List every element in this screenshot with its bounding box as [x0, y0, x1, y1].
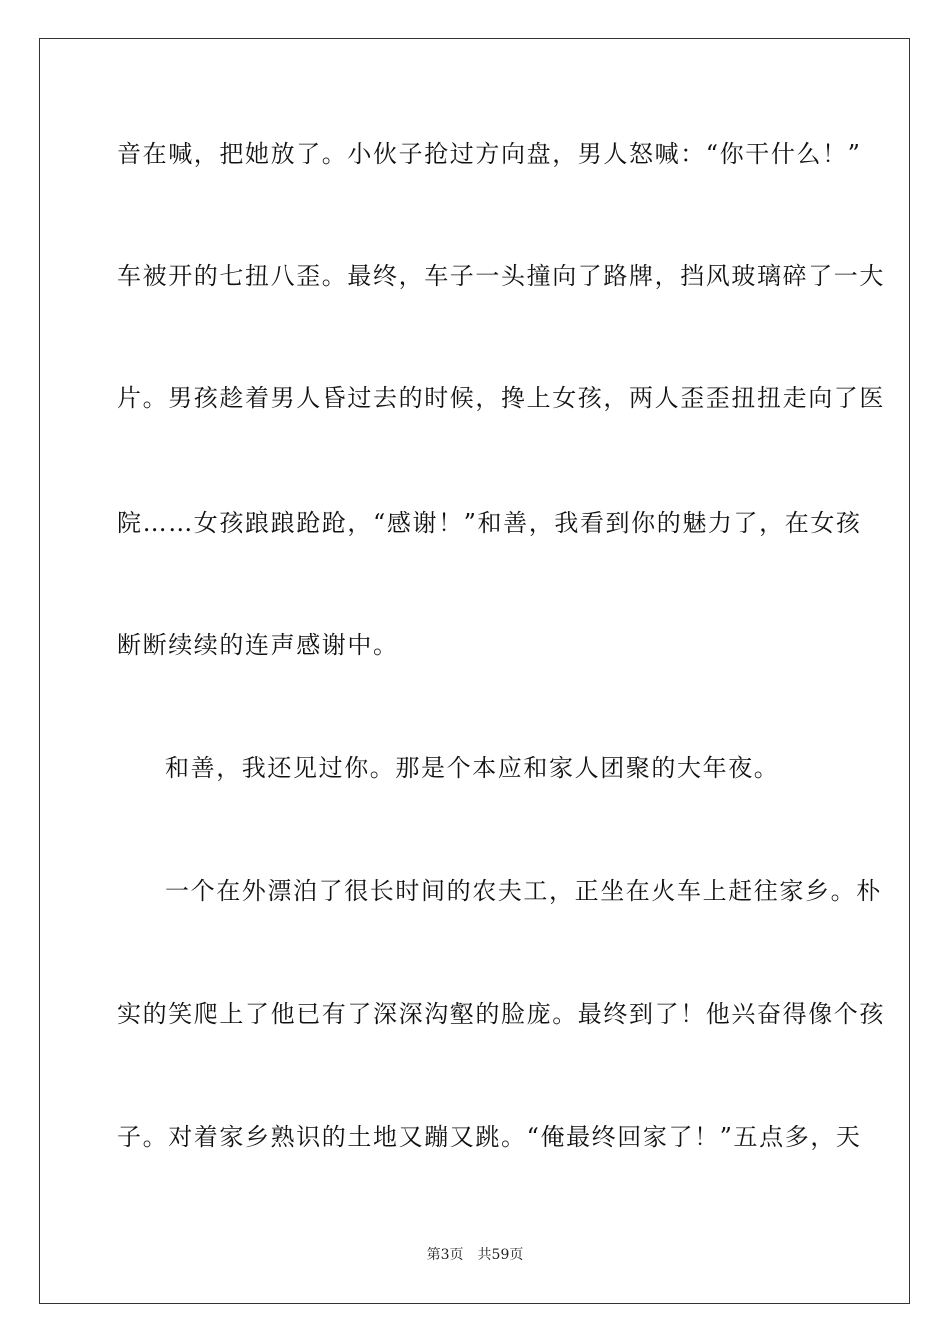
paragraph-line-6: 和善，我还见过你。那是个本应和家人团聚的大年夜。	[165, 754, 780, 782]
paragraph-line-7: 一个在外漂泊了很长时间的农夫工，正坐在火车上赶往家乡。朴	[165, 877, 882, 905]
page-border	[39, 38, 910, 1304]
page-footer	[0, 1246, 950, 1264]
text-line-4: 院……女孩踉踉跄跄，“感谢！”和善，我看到你的魅力了，在女孩	[117, 509, 862, 537]
text-line-3: 片。男孩趁着男人昏过去的时候，搀上女孩，两人歪歪扭扭走向了医	[117, 384, 885, 412]
total-pages: 共59页	[477, 1247, 524, 1263]
text-line-8: 实的笑爬上了他已有了深深沟壑的脸庞。最终到了！他兴奋得像个孩	[117, 1000, 885, 1028]
text-line-1: 音在喊，把她放了。小伙子抢过方向盘，男人怒喊：“你干什么！”	[117, 140, 862, 168]
page-number: 第3页	[426, 1247, 464, 1263]
text-line-9: 子。对着家乡熟识的土地又蹦又跳。“俺最终回家了！”五点多，天	[117, 1123, 862, 1151]
text-line-2: 车被开的七扭八歪。最终，车子一头撞向了路牌，挡风玻璃碎了一大	[117, 262, 885, 290]
text-line-5: 断断续续的连声感谢中。	[117, 631, 399, 659]
